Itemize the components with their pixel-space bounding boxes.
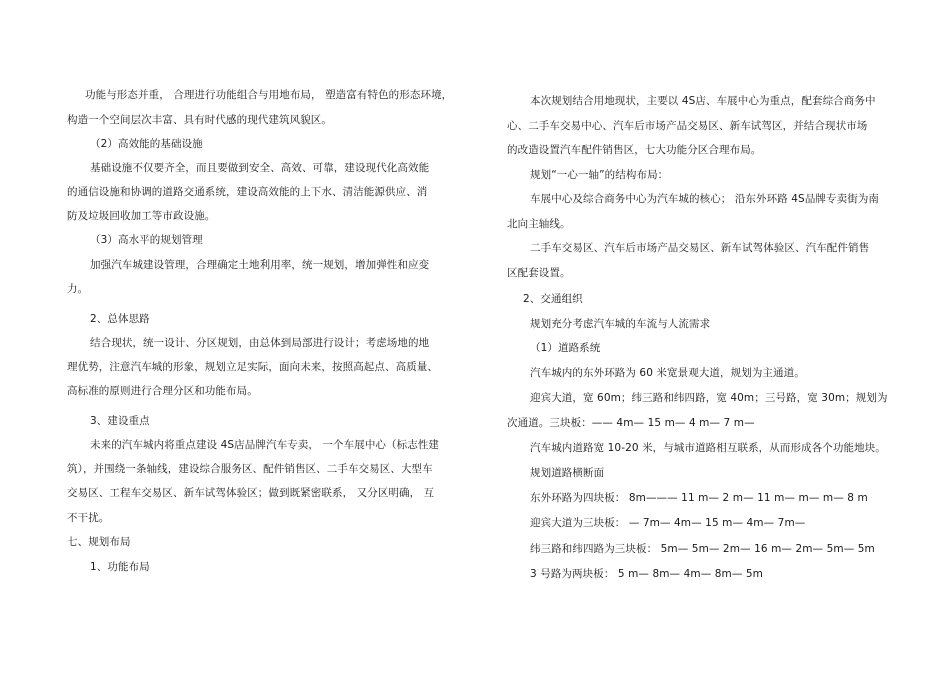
text-line: 结合现状，统一设计、分区规划，由总体到局部进行设计；考虑场地的地: [90, 337, 430, 349]
text-line: 车展中心及综合商务中心为汽车城的核心； 沿东外环路 4S品牌专卖街为南: [530, 193, 880, 205]
text-line: 高标准的原则进行合理分区和功能布局。: [67, 385, 258, 397]
left-column: [0, 0, 470, 673]
text-line: 加强汽车城建设管理，合理确定土地利用率，统一规划，增加弹性和应变: [90, 259, 430, 271]
text-line: 筑），并围绕一条轴线，建设综合服务区、配件销售区、二手车交易区、大型车: [67, 463, 433, 475]
heading-road-cross-section: 规划道路横断面: [530, 467, 605, 479]
text-line: 迎宾大道，宽 60m；纬三路和纬四路，宽 40m；三号路，宽 30m；规划为: [530, 392, 888, 404]
text-line: 不干扰。: [67, 512, 110, 524]
heading-traffic-organization: 2、交通组织: [523, 293, 583, 305]
text-line: 北向主轴线。: [507, 218, 571, 230]
text-line: 区配套设置。: [507, 267, 571, 279]
right-column: [475, 0, 950, 673]
heading-efficient-infrastructure: （2）高效能的基础设施: [90, 138, 203, 150]
text-line: 的通信设施和协调的道路交通系统，建设高效能的上下水、清洁能源供应、消: [67, 186, 428, 198]
text-line: 3 号路为两块板： 5 m— 8m— 4m— 8m— 5m: [530, 568, 763, 580]
text-line: 迎宾大道为三块板： — 7m— 4m— 15 m— 4m— 7m—: [530, 517, 806, 529]
text-line: 构造一个空间层次丰富、具有时代感的现代建筑风貌区。: [67, 114, 332, 126]
text-line: 力。: [67, 283, 89, 295]
text-line: 规划充分考虑汽车城的车流与人流需求: [530, 318, 711, 330]
text-line: 本次规划结合用地现状，主要以 4S店、车展中心为重点，配套综合商务中: [530, 95, 876, 107]
heading-planning-layout: 七、规划布局: [67, 536, 131, 548]
text-line: 未来的汽车城内将重点建设 4S店品牌汽车专卖， 一个车展中心（标志性建: [90, 439, 440, 451]
text-line: 防及垃圾回收加工等市政设施。: [67, 210, 216, 222]
text-line: 东外环路为四块板： 8m——— 11 m— 2 m— 11 m— m— m— 8 m: [530, 492, 868, 504]
text-line: 理优势，注意汽车城的形象，规划立足实际，面向未来，按照高起点、高质量、: [67, 361, 438, 373]
text-line: 二手车交易区、汽车后市场产品交易区、新车试驾体验区、汽车配件销售: [530, 242, 870, 254]
text-line: 规划“一心一轴”的结构布局：: [530, 169, 669, 181]
text-line: 次通道。三块板：—— 4m— 15 m— 4 m— 7 m—: [507, 417, 755, 429]
text-line: 纬三路和纬四路为三块板： 5m— 5m— 2m— 16 m— 2m— 5m— 5m: [530, 543, 875, 555]
heading-overall-approach: 2、总体思路: [90, 313, 150, 325]
heading-planning-management: （3）高水平的规划管理: [90, 234, 203, 246]
heading-road-system: （1）道路系统: [530, 342, 601, 354]
text-line: 功能与形态并重， 合理进行功能组合与用地布局， 塑造富有特色的形态环境，: [85, 89, 453, 101]
text-line: 汽车城内的东外环路为 60 米宽景观大道，规划为主通道。: [530, 367, 805, 379]
heading-functional-layout: 1、功能布局: [90, 561, 150, 573]
text-line: 汽车城内道路宽 10-20 米，与城市道路相互联系，从而形成各个功能地块。: [530, 442, 886, 454]
heading-construction-focus: 3、建设重点: [90, 415, 150, 427]
text-line: 基础设施不仅要齐全，而且要做到安全、高效、可靠，建设现代化高效能: [90, 162, 430, 174]
text-line: 的改造设置汽车配件销售区，七大功能分区合理布局。: [507, 144, 762, 156]
text-line: 交易区、工程车交易区、新车试驾体验区；做到既紧密联系， 又分区明确， 互: [67, 487, 435, 499]
text-line: 心、二手车交易中心、汽车后市场产品交易区、新车试驾区，并结合现状市场: [507, 120, 868, 132]
